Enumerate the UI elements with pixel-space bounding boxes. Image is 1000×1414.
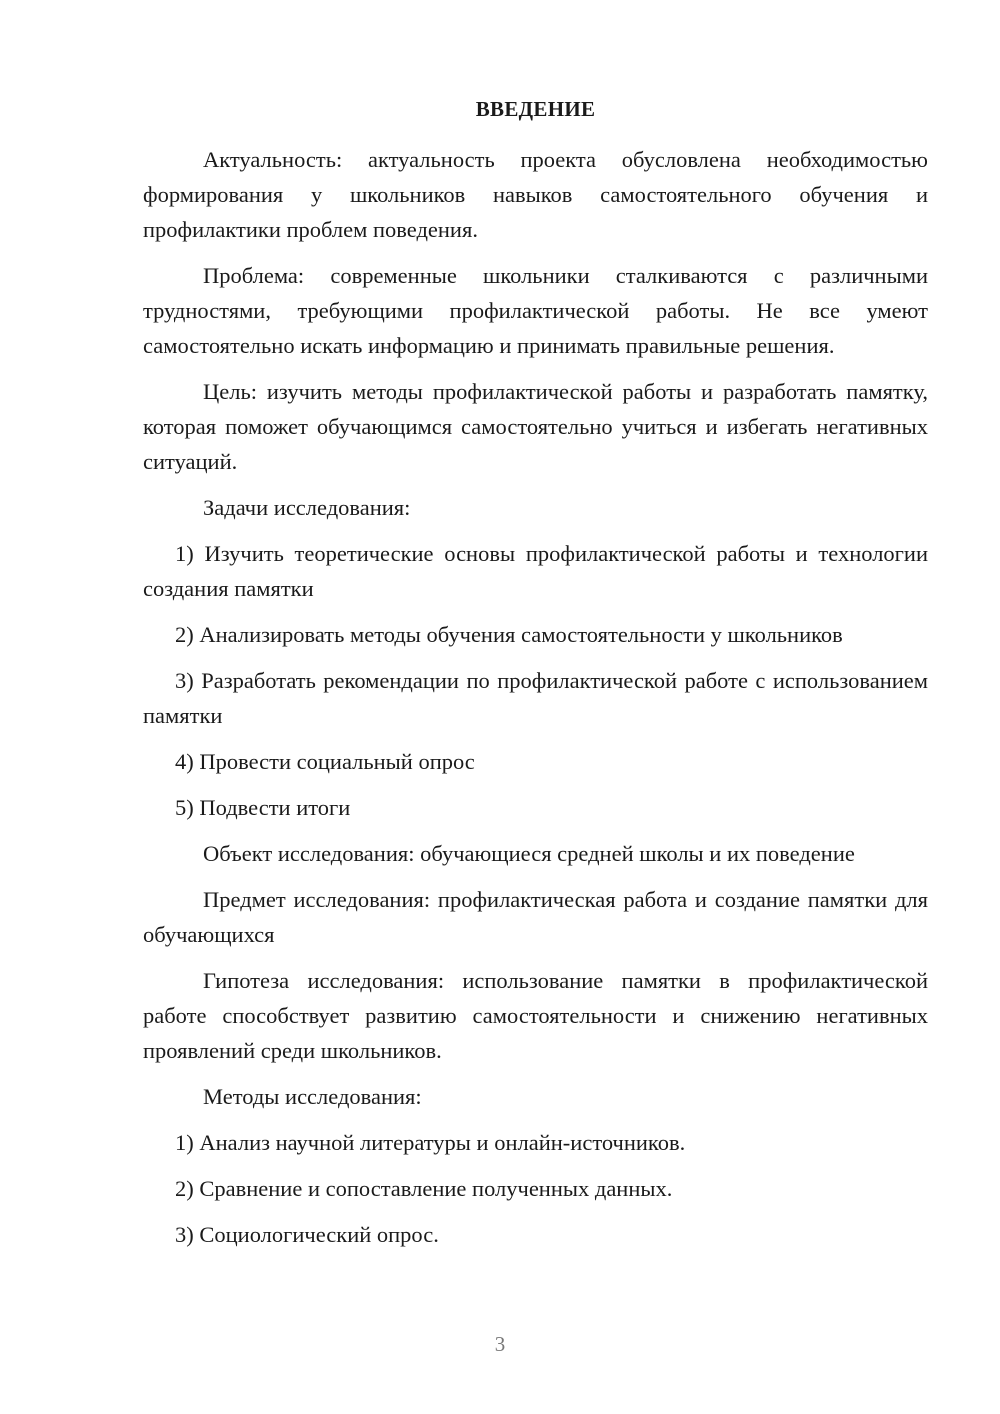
task-item: 1) Изучить теоретические основы профилактической работы и технологии создания памятки: [143, 541, 928, 601]
document-page: [143, 94, 928, 1263]
goal-paragraph: Цель: изучить методы профилактической работы и разработать памятку, которая поможет обучающимся самостоятельно учиться и избегать негативных ситуаций.: [143, 379, 928, 474]
page-number: 3: [494, 1332, 506, 1356]
subject-paragraph: Предмет исследования: профилактическая работа и создание памятки для обучающихся: [143, 887, 928, 947]
methods-heading: Методы исследования:: [203, 1084, 422, 1109]
relevance-paragraph: Актуальность: актуальность проекта обусловлена необходимостью формирования у школьников навыков самостоятельного обучения и профилактики проблем поведения.: [143, 147, 928, 242]
tasks-heading: Задачи исследования:: [203, 495, 411, 520]
task-item: 3) Разработать рекомендации по профилактической работе с использованием памятки: [143, 668, 928, 728]
page-title: ВВЕДЕНИЕ: [475, 97, 596, 121]
method-item: 3) Социологический опрос.: [175, 1222, 439, 1247]
method-item: 1) Анализ научной литературы и онлайн-источников.: [175, 1130, 686, 1155]
task-item: 5) Подвести итоги: [175, 795, 351, 820]
method-item: 2) Сравнение и сопоставление полученных данных.: [175, 1176, 673, 1201]
task-item: 2) Анализировать методы обучения самостоятельности у школьников: [175, 622, 843, 647]
task-item: 4) Провести социальный опрос: [175, 749, 475, 774]
object-paragraph: Объект исследования: обучающиеся средней школы и их поведение: [203, 841, 855, 866]
problem-paragraph: Проблема: современные школьники сталкиваются с различными трудностями, требующими профилактической работы. Не все умеют самостоятельно искать информацию и принимать правильные решения.: [143, 263, 928, 358]
hypothesis-paragraph: Гипотеза исследования: использование памятки в профилактической работе способствует развитию самостоятельности и снижению негативных проявлений среди школьников.: [143, 968, 928, 1063]
